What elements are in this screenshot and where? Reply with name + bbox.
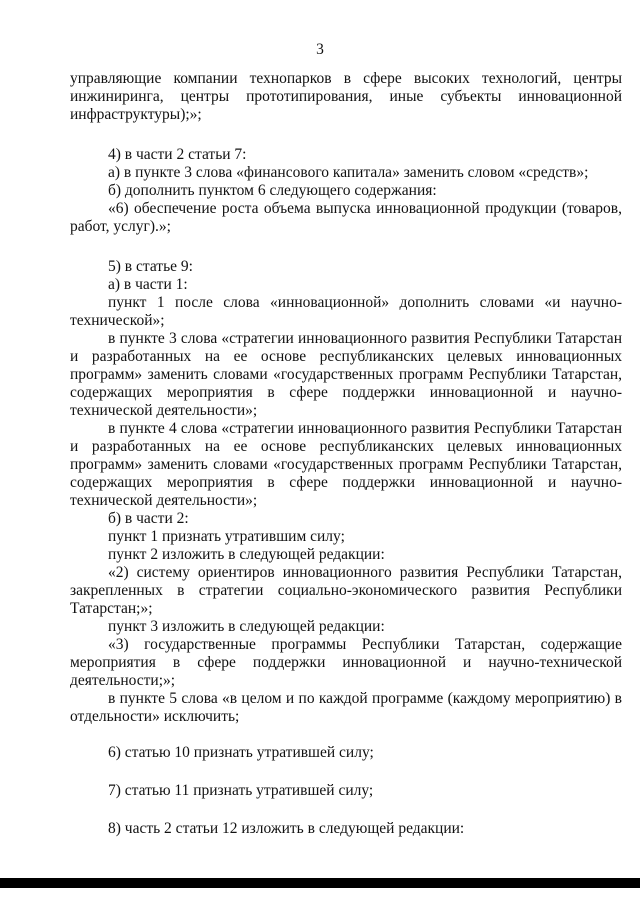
paragraph-point-4: в пункте 4 слова «стратегии инновационного развития Республики Татарстан и разработанных на ее основе республиканских целевых инновационных программ» заменить словами «государственных программ Республики Татарстан, содержащих мероприятия в сфере поддержки инновационной и научно-технической деятельности»; [70,420,622,509]
paragraph-quote-6: «6) обеспечение роста объема выпуска инновационной продукции (товаров, работ, услуг).»; [70,200,622,235]
paragraph-point-2-intro: пункт 2 изложить в следующей редакции: [108,546,385,563]
scan-edge-bar [0,878,640,888]
paragraph-subitem-4a: а) в пункте 3 слова «финансового капитала» заменить словом «средств»; [108,164,589,181]
paragraph-quote-2: «2) систему ориентиров инновационного развития Республики Татарстан, закрепленных в стратегии социально-экономического развития Республики Татарстан;»; [70,564,622,617]
paragraph-subitem-4b: б) дополнить пунктом 6 следующего содержания: [108,182,437,199]
paragraph-continuation: управляющие компании технопарков в сфере высоких технологий, центры инжиниринга, центры прототипирования, иные субъекты инновационной инфраструктуры);»; [70,70,622,123]
paragraph-item-5: 5) в статье 9: [108,258,193,275]
paragraph-item-8: 8) часть 2 статьи 12 изложить в следующей редакции: [108,820,465,837]
paragraph-point-3-intro: пункт 3 изложить в следующей редакции: [108,618,385,635]
paragraph-point-1: пункт 1 после слова «инновационной» дополнить словами «и научно-технической»; [70,294,622,329]
page-number: 3 [316,41,324,58]
paragraph-point-1-void: пункт 1 признать утратившим силу; [108,528,345,545]
paragraph-item-6: 6) статью 10 признать утратившей силу; [108,744,374,761]
paragraph-point-3: в пункте 3 слова «стратегии инновационного развития Республики Татарстан и разработанных на ее основе республиканских целевых инновационных программ» заменить словами «государственных программ Республики Татарстан, содержащих мероприятия в сфере поддержки инновационной и научно-технической деятельности»; [70,330,622,419]
paragraph-item-7: 7) статью 11 признать утратившей силу; [108,782,374,799]
document-body [70,70,622,838]
paragraph-subitem-5a: а) в части 1: [108,276,188,293]
paragraph-quote-3: «3) государственные программы Республики Татарстан, содержащие мероприятия в сфере поддержки инновационной и научно-технической деятельности;»; [70,636,622,689]
paragraph-item-4: 4) в части 2 статьи 7: [108,146,247,163]
paragraph-point-5: в пункте 5 слова «в целом и по каждой программе (каждому мероприятию) в отдельности» исключить; [70,690,622,725]
paragraph-subitem-5b: б) в части 2: [108,510,189,527]
